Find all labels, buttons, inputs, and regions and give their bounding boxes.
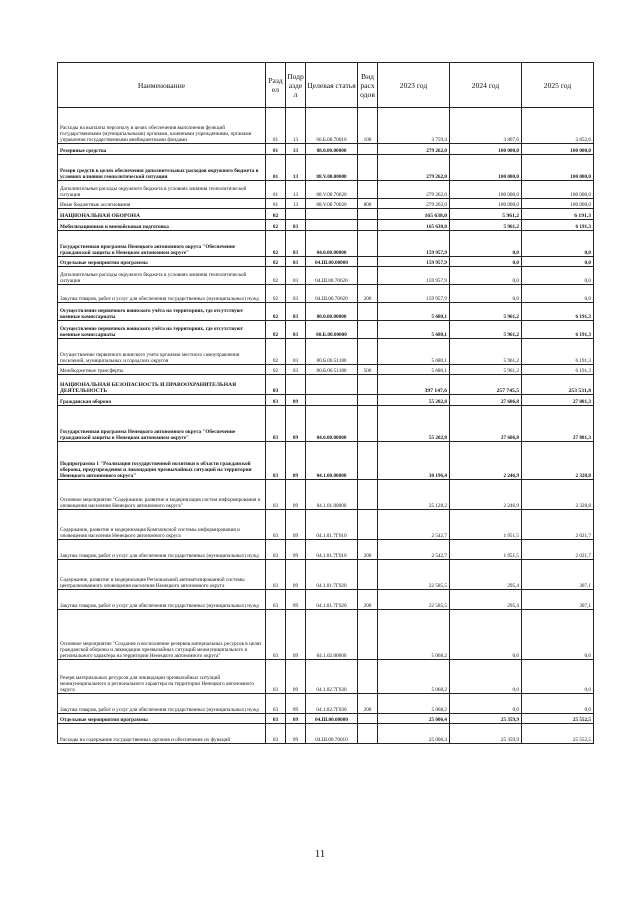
cell-2025: 6 191,3 (522, 209, 594, 220)
cell-2023: 55 202,8 (378, 395, 450, 406)
table-header-row (58, 63, 594, 108)
header-vid: Вид расх одов (358, 63, 378, 108)
cell-razdel: 02 (266, 303, 286, 321)
cell-podrazdel: 09 (286, 560, 306, 590)
cell-vid (358, 267, 378, 285)
cell-podrazdel: 09 (286, 694, 306, 714)
cell-2023: 2 542,7 (378, 540, 450, 560)
cell-2024: 0,0 (450, 694, 522, 714)
cell-2024: 100 000,0 (450, 144, 522, 155)
cell-vid (358, 231, 378, 257)
cell-2023: 5 068,2 (378, 694, 450, 714)
table-row (58, 155, 594, 181)
cell-2024: 100 000,0 (450, 181, 522, 199)
cell-razdel: 03 (266, 375, 286, 395)
cell-statya: 04.Ш.00.70620 (306, 267, 358, 285)
cell-2024: 27 606,8 (450, 406, 522, 442)
cell-2025: 2 021,7 (522, 540, 594, 560)
table-row (58, 510, 594, 540)
cell-statya (306, 375, 358, 395)
table-row (58, 231, 594, 257)
cell-statya: 88.V.00.70620 (306, 181, 358, 199)
cell-2023: 5 680,1 (378, 303, 450, 321)
cell-2023: 5 680,1 (378, 339, 450, 365)
cell-vid (358, 724, 378, 744)
cell-2024: 295,4 (450, 590, 522, 610)
cell-statya: 04.1.01.7Г020 (306, 590, 358, 610)
table-row (58, 144, 594, 155)
cell-razdel: 01 (266, 155, 286, 181)
cell-podrazdel: 13 (286, 144, 306, 155)
cell-2024: 25 359,9 (450, 714, 522, 724)
cell-name: Резерв материальных ресурсов для ликвидации чрезвычайных ситуаций межмуниципального и регионального характера на территории Ненецкого автономного округа (58, 660, 266, 694)
cell-podrazdel: 13 (286, 181, 306, 199)
cell-podrazdel: 09 (286, 406, 306, 442)
cell-2025: 6 191,3 (522, 365, 594, 375)
cell-2023: 165 638,0 (378, 220, 450, 231)
cell-name: Межбюджетные трансферты (58, 365, 266, 375)
cell-2023: 30 196,4 (378, 442, 450, 480)
cell-2024: 2 246,9 (450, 480, 522, 510)
cell-name: Расходы на выплаты персоналу в целях обеспечения выполнения функций государственными (муниципальными) органами, казенными учреждениями, органами управления государственными внебюджетными фондами (58, 108, 266, 144)
cell-name: Государственная программа Ненецкого автономного округа "Обеспечение гражданской защиты в Ненецком автономном округе" (58, 406, 266, 442)
table-row (58, 395, 594, 406)
cell-vid (358, 155, 378, 181)
cell-statya: 80.0.00.00000 (306, 303, 358, 321)
table-row (58, 724, 594, 744)
cell-statya: 04.0.00.00000 (306, 406, 358, 442)
cell-statya: 04.1.01.7Г010 (306, 510, 358, 540)
cell-razdel: 02 (266, 231, 286, 257)
cell-2023: 25 006,4 (378, 714, 450, 724)
cell-podrazdel: 09 (286, 510, 306, 540)
cell-razdel: 01 (266, 181, 286, 199)
cell-podrazdel: 09 (286, 660, 306, 694)
cell-2025: 6 191,3 (522, 220, 594, 231)
table-row (58, 303, 594, 321)
cell-razdel: 02 (266, 209, 286, 220)
cell-2025: 6 191,3 (522, 303, 594, 321)
cell-podrazdel: 09 (286, 610, 306, 660)
header-statya: Целевая статья (306, 63, 358, 108)
table-row (58, 181, 594, 199)
cell-vid (358, 714, 378, 724)
header-year-2025: 2025 год (522, 63, 594, 108)
table-row (58, 714, 594, 724)
cell-podrazdel: 03 (286, 220, 306, 231)
cell-2025: 307,1 (522, 590, 594, 610)
cell-2024: 1 951,5 (450, 540, 522, 560)
cell-2023: 5 068,2 (378, 610, 450, 660)
cell-name: Закупка товаров, работ и услуг для обеспечения государственных (муниципальных) нужд (58, 540, 266, 560)
cell-2024: 5 961,2 (450, 321, 522, 339)
cell-podrazdel: 09 (286, 480, 306, 510)
table-row (58, 610, 594, 660)
table-row (58, 267, 594, 285)
cell-2025: 6 191,3 (522, 321, 594, 339)
cell-2025: 3 852,6 (522, 108, 594, 144)
cell-podrazdel: 09 (286, 442, 306, 480)
cell-2024: 257 745,5 (450, 375, 522, 395)
cell-name: Отдельные мероприятия программы (58, 714, 266, 724)
cell-vid (358, 220, 378, 231)
cell-2024: 0,0 (450, 257, 522, 267)
cell-2025: 100 000,0 (522, 144, 594, 155)
table-body (58, 108, 594, 744)
cell-name: Расходы на содержание государственных органов и обеспечение их функций (58, 724, 266, 744)
cell-statya: 04.1.01.7Г020 (306, 560, 358, 590)
cell-name: Основное мероприятие "Создание и восполнение резервов материальных ресурсов в целях гражданской обороны и ликвидации чрезвычайных ситуаций межмуниципального и регионального характера на территории Ненецкого автономного округа" (58, 610, 266, 660)
cell-2025: 27 881,3 (522, 406, 594, 442)
cell-2023: 159 957,9 (378, 257, 450, 267)
table-row (58, 480, 594, 510)
table-row (58, 540, 594, 560)
table-row (58, 660, 594, 694)
cell-2025: 100 000,0 (522, 155, 594, 181)
cell-2025: 0,0 (522, 660, 594, 694)
cell-vid (358, 510, 378, 540)
header-podrazdel: Подр азде л (286, 63, 306, 108)
cell-podrazdel: 03 (286, 285, 306, 303)
cell-statya (306, 220, 358, 231)
cell-2023: 5 680,1 (378, 365, 450, 375)
cell-2024: 0,0 (450, 610, 522, 660)
table-row (58, 406, 594, 442)
cell-statya: 66.Б.00.70010 (306, 108, 358, 144)
cell-vid (358, 303, 378, 321)
header-year-2024: 2024 год (450, 63, 522, 108)
cell-2025: 0,0 (522, 267, 594, 285)
cell-statya: 04.1.00.00000 (306, 442, 358, 480)
cell-name: Мобилизационная и вневойсковая подготовка (58, 220, 266, 231)
cell-2024: 25 359,9 (450, 724, 522, 744)
cell-2024: 100 000,0 (450, 199, 522, 209)
cell-statya: 04.1.02.7Г030 (306, 660, 358, 694)
cell-razdel: 03 (266, 540, 286, 560)
cell-vid (358, 209, 378, 220)
table-row (58, 365, 594, 375)
cell-podrazdel: 09 (286, 540, 306, 560)
cell-statya: 88.0.00.00000 (306, 144, 358, 155)
cell-vid: 200 (358, 540, 378, 560)
cell-2025: 0,0 (522, 231, 594, 257)
cell-statya (306, 395, 358, 406)
cell-podrazdel (286, 209, 306, 220)
cell-2024: 1 951,5 (450, 510, 522, 540)
cell-2023: 165 638,0 (378, 209, 450, 220)
table-row (58, 209, 594, 220)
cell-razdel: 03 (266, 395, 286, 406)
cell-name: Закупка товаров, работ и услуг для обеспечения государственных (муниципальных) нужд (58, 694, 266, 714)
cell-2024: 0,0 (450, 660, 522, 694)
cell-statya: 88.V.00.70620 (306, 199, 358, 209)
cell-name: Дополнительные расходы окружного бюджета в условиях влияния геополитической ситуации (58, 267, 266, 285)
cell-2023: 3 759,4 (378, 108, 450, 144)
cell-razdel: 03 (266, 480, 286, 510)
cell-podrazdel: 09 (286, 714, 306, 724)
cell-2024: 0,0 (450, 285, 522, 303)
table-row (58, 220, 594, 231)
cell-razdel: 03 (266, 724, 286, 744)
cell-2024: 100 000,0 (450, 155, 522, 181)
cell-vid (358, 321, 378, 339)
cell-2025: 2 021,7 (522, 510, 594, 540)
cell-name: Осуществление первичного воинского учёта на территориях, где отсутствуют военные комиссариаты (58, 321, 266, 339)
cell-2024: 5 961,2 (450, 209, 522, 220)
cell-razdel: 03 (266, 590, 286, 610)
header-name: Наименование (58, 63, 266, 108)
cell-2023: 159 957,9 (378, 285, 450, 303)
table-row (58, 199, 594, 209)
table-row (58, 694, 594, 714)
cell-2024: 5 961,2 (450, 220, 522, 231)
cell-name: Отдельные мероприятия программы (58, 257, 266, 267)
header-razdel: Разд ел (266, 63, 286, 108)
cell-2025: 0,0 (522, 694, 594, 714)
cell-statya: 04.1.02.7Г030 (306, 694, 358, 714)
table-row (58, 375, 594, 395)
cell-2024: 295,4 (450, 560, 522, 590)
cell-2023: 25 006,4 (378, 724, 450, 744)
cell-vid (358, 406, 378, 442)
cell-podrazdel: 03 (286, 365, 306, 375)
cell-name: Основное мероприятие "Содержание, развитие и модернизация систем информирования и оповещения населения Ненецкого автономного округа" (58, 480, 266, 510)
header-year-2023: 2023 год (378, 63, 450, 108)
cell-statya: 04.1.01.7Г010 (306, 540, 358, 560)
cell-vid: 800 (358, 199, 378, 209)
cell-podrazdel: 13 (286, 155, 306, 181)
cell-razdel: 03 (266, 660, 286, 694)
cell-vid (358, 375, 378, 395)
cell-name: Осуществление первичного воинского учета органами местного самоуправления поселений, муниципальных и городских округов (58, 339, 266, 365)
cell-podrazdel: 03 (286, 231, 306, 257)
cell-2025: 307,1 (522, 560, 594, 590)
cell-vid: 200 (358, 590, 378, 610)
cell-2025: 100 000,0 (522, 199, 594, 209)
table-row (58, 590, 594, 610)
cell-2024: 5 961,2 (450, 339, 522, 365)
cell-vid (358, 395, 378, 406)
cell-name: Содержание, развитие и модернизация Региональной автоматизированной системы централизованного оповещения населения Ненецкого автономного округа (58, 560, 266, 590)
cell-2023: 397 147,6 (378, 375, 450, 395)
cell-razdel: 02 (266, 267, 286, 285)
cell-razdel: 02 (266, 220, 286, 231)
cell-2023: 159 957,9 (378, 267, 450, 285)
cell-2025: 0,0 (522, 257, 594, 267)
cell-razdel: 03 (266, 610, 286, 660)
cell-vid (358, 442, 378, 480)
cell-statya (306, 209, 358, 220)
cell-2025: 0,0 (522, 285, 594, 303)
cell-statya: 04.0.00.00000 (306, 231, 358, 257)
cell-statya: 04.1.02.00000 (306, 610, 358, 660)
cell-2023: 2 542,7 (378, 510, 450, 540)
cell-podrazdel: 03 (286, 339, 306, 365)
cell-name: Государственная программа Ненецкого автономного округа "Обеспечение гражданской защиты в Ненецком автономном округе" (58, 231, 266, 257)
cell-2023: 5 068,2 (378, 660, 450, 694)
cell-2025: 27 881,3 (522, 395, 594, 406)
cell-name: Гражданская оборона (58, 395, 266, 406)
cell-razdel: 03 (266, 406, 286, 442)
cell-razdel: 02 (266, 339, 286, 365)
cell-name: Содержание, развитие и модернизация Комплексной системы информирования и оповещения населения Ненецкого автономного округа (58, 510, 266, 540)
cell-statya: 80.Б.00.51180 (306, 339, 358, 365)
cell-razdel: 01 (266, 199, 286, 209)
cell-statya: 80.Б.00.00000 (306, 321, 358, 339)
page-number: 11 (314, 848, 326, 860)
cell-2023: 55 202,8 (378, 406, 450, 442)
cell-podrazdel: 03 (286, 257, 306, 267)
table-row (58, 321, 594, 339)
cell-2025: 0,0 (522, 610, 594, 660)
cell-statya: 80.Б.00.51180 (306, 365, 358, 375)
cell-razdel: 01 (266, 144, 286, 155)
cell-vid: 100 (358, 108, 378, 144)
cell-name: НАЦИОНАЛЬНАЯ ОБОРОНА (58, 209, 266, 220)
cell-2024: 27 606,8 (450, 395, 522, 406)
cell-razdel: 03 (266, 694, 286, 714)
cell-2024: 0,0 (450, 267, 522, 285)
table-row (58, 560, 594, 590)
cell-podrazdel: 09 (286, 590, 306, 610)
cell-2024: 2 246,9 (450, 442, 522, 480)
cell-2025: 25 552,5 (522, 724, 594, 744)
cell-2025: 6 191,3 (522, 339, 594, 365)
cell-2025: 2 328,8 (522, 480, 594, 510)
cell-2025: 2 328,8 (522, 442, 594, 480)
cell-razdel: 03 (266, 560, 286, 590)
cell-vid (358, 480, 378, 510)
cell-2023: 5 680,1 (378, 321, 450, 339)
cell-razdel: 03 (266, 510, 286, 540)
cell-name: Дополнительные расходы окружного бюджета в условиях влияния геополитической ситуации (58, 181, 266, 199)
cell-podrazdel: 09 (286, 395, 306, 406)
cell-statya: 04.Ш.00.70010 (306, 724, 358, 744)
cell-razdel: 02 (266, 321, 286, 339)
table-row (58, 257, 594, 267)
cell-vid (358, 181, 378, 199)
cell-2023: 279 262,0 (378, 199, 450, 209)
cell-vid: 200 (358, 694, 378, 714)
cell-2024: 0,0 (450, 231, 522, 257)
cell-statya: 04.1.01.00000 (306, 480, 358, 510)
cell-vid: 500 (358, 365, 378, 375)
cell-podrazdel: 03 (286, 303, 306, 321)
cell-podrazdel: 03 (286, 321, 306, 339)
cell-vid (358, 339, 378, 365)
cell-razdel: 02 (266, 257, 286, 267)
budget-table-sheet (57, 62, 593, 744)
cell-razdel: 01 (266, 108, 286, 144)
cell-name: Закупка товаров, работ и услуг для обеспечения государственных (муниципальных) нужд (58, 285, 266, 303)
cell-vid (358, 257, 378, 267)
table-row (58, 108, 594, 144)
cell-2024: 5 961,2 (450, 365, 522, 375)
cell-2023: 279 262,0 (378, 144, 450, 155)
cell-2025: 253 531,8 (522, 375, 594, 395)
cell-vid (358, 660, 378, 694)
table-row (58, 285, 594, 303)
cell-podrazdel: 13 (286, 108, 306, 144)
cell-podrazdel (286, 375, 306, 395)
cell-2023: 22 585,5 (378, 590, 450, 610)
cell-razdel: 03 (266, 442, 286, 480)
cell-2023: 279 262,0 (378, 181, 450, 199)
cell-statya: 04.Ш.00.00000 (306, 714, 358, 724)
cell-name: Подпрограмма 1 "Реализация государственной политики в области гражданской обороны, предупреждения и ликвидации чрезвычайных ситуаций на территории Ненецкого автономного округа" (58, 442, 266, 480)
cell-razdel: 02 (266, 365, 286, 375)
cell-2023: 25 128,2 (378, 480, 450, 510)
cell-name: Осуществление первичного воинского учёта на территориях, где отсутствуют военные комиссариаты (58, 303, 266, 321)
cell-podrazdel: 13 (286, 199, 306, 209)
cell-2025: 100 000,0 (522, 181, 594, 199)
cell-name: Резервные средства (58, 144, 266, 155)
cell-2023: 159 957,9 (378, 231, 450, 257)
table-row (58, 339, 594, 365)
cell-vid (358, 560, 378, 590)
table-row (58, 442, 594, 480)
cell-vid: 200 (358, 285, 378, 303)
cell-razdel: 02 (266, 285, 286, 303)
cell-statya: 04.Ш.00.70620 (306, 285, 358, 303)
cell-name: Иные бюджетные ассигнования (58, 199, 266, 209)
budget-table (57, 62, 594, 744)
cell-2023: 279 262,0 (378, 155, 450, 181)
cell-2024: 3 807,6 (450, 108, 522, 144)
cell-vid (358, 610, 378, 660)
cell-2023: 22 585,5 (378, 560, 450, 590)
cell-podrazdel: 03 (286, 267, 306, 285)
cell-name: Резерв средств в целях обеспечения дополнительных расходов окружного бюджета в условиях влияния геополитической ситуации (58, 155, 266, 181)
cell-2024: 5 961,2 (450, 303, 522, 321)
cell-podrazdel: 09 (286, 724, 306, 744)
cell-name: НАЦИОНАЛЬНАЯ БЕЗОПАСНОСТЬ И ПРАВООХРАНИТЕЛЬНАЯ ДЕЯТЕЛЬНОСТЬ (58, 375, 266, 395)
cell-statya: 88.V.00.00000 (306, 155, 358, 181)
cell-2025: 25 552,5 (522, 714, 594, 724)
cell-statya: 04.Ш.00.00000 (306, 257, 358, 267)
cell-razdel: 03 (266, 714, 286, 724)
cell-vid (358, 144, 378, 155)
cell-name: Закупка товаров, работ и услуг для обеспечения государственных (муниципальных) нужд (58, 590, 266, 610)
